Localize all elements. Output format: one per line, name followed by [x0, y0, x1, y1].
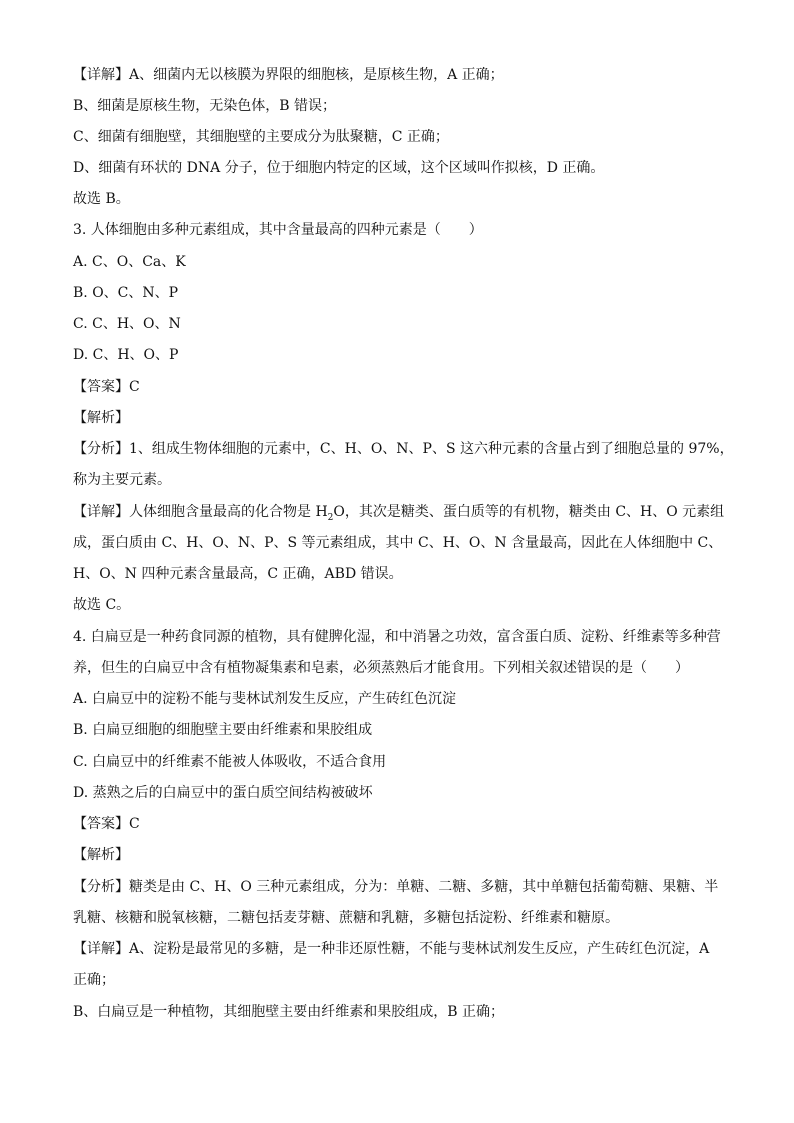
text-line: 【详解】A、淀粉是最常见的多糖，是一种非还原性糖，不能与斐林试剂发生反应，产生砖红色沉淀，A: [73, 941, 710, 957]
text-line: 成，蛋白质由 C、H、O、N、P、S 等元素组成，其中 C、H、O、N 含量最高，因此在人体细胞中 C、: [73, 535, 723, 551]
question-3-option-b: B. O、C、N、P: [73, 285, 179, 301]
answer-label: 【答案】C: [73, 816, 140, 832]
text-line: B、细菌是原核生物，无染色体，B 错误；: [73, 98, 337, 114]
analysis-label: 【解析】: [73, 847, 129, 863]
question-4-option-c: C. 白扁豆中的纤维素不能被人体吸收，不适合食用: [73, 754, 387, 770]
text-line: 乳糖、核糖和脱氧核糖，二糖包括麦芽糖、蔗糖和乳糖，多糖包括淀粉、纤维素和糖原。: [73, 910, 619, 926]
text-segment: O，其次是糖类、蛋白质等的有机物，糖类由 C、H、O 元素组: [333, 504, 725, 520]
question-3-stem: 3. 人体细胞由多种元素组成，其中含量最高的四种元素是（ ）: [73, 222, 483, 238]
text-line: 称为主要元素。: [73, 472, 171, 488]
question-3-option-c: C. C、H、O、N: [73, 316, 181, 332]
text-line: H、O、N 四种元素含量最高，C 正确，ABD 错误。: [73, 566, 403, 582]
question-3-option-d: D. C、H、O、P: [73, 347, 179, 363]
text-segment: 【详解】人体细胞含量最高的化合物是 H: [73, 504, 328, 520]
text-line-h2o: [73, 502, 733, 522]
question-4-option-a: A. 白扁豆中的淀粉不能与斐林试剂发生反应，产生砖红色沉淀: [73, 691, 457, 707]
answer-label: 【答案】C: [73, 379, 140, 395]
text-line: C、细菌有细胞壁，其细胞壁的主要成分为肽聚糖，C 正确；: [73, 129, 449, 145]
text-line: 故选 C。: [73, 597, 131, 613]
subscript: 2: [327, 512, 334, 523]
question-4-option-b: B. 白扁豆细胞的细胞壁主要由纤维素和果胶组成: [73, 722, 373, 738]
text-line: B、白扁豆是一种植物，其细胞壁主要由纤维素和果胶组成，B 正确；: [73, 1004, 505, 1020]
question-3-option-a: A. C、O、Ca、K: [73, 254, 186, 270]
analysis-label: 【解析】: [73, 410, 129, 426]
text-line: D、细菌有环状的 DNA 分子，位于细胞内特定的区域，这个区域叫作拟核，D 正确。: [73, 160, 605, 176]
text-line: 【分析】1、组成生物体细胞的元素中，C、H、O、N、P、S 这六种元素的含量占到了细胞总量的 97%，: [73, 441, 734, 457]
question-4-option-d: D. 蒸熟之后的白扁豆中的蛋白质空间结构被破坏: [73, 785, 373, 801]
question-4-stem-cont: 养，但生的白扁豆中含有植物凝集素和皂素，必须蒸熟后才能食用。下列相关叙述错误的是（ ）: [73, 660, 689, 676]
text-line: 【详解】A、细菌内无以核膜为界限的细胞核，是原核生物，A 正确；: [73, 67, 504, 83]
question-4-stem: 4. 白扁豆是一种药食同源的植物，具有健脾化湿，和中消暑之功效，富含蛋白质、淀粉、纤维素等多种营: [73, 629, 721, 645]
text-line: 正确；: [73, 972, 115, 988]
text-line: 故选 B。: [73, 191, 130, 207]
text-line: 【分析】糖类是由 C、H、O 三种元素组成，分为：单糖、二糖、多糖，其中单糖包括葡萄糖、果糖、半: [73, 879, 719, 895]
